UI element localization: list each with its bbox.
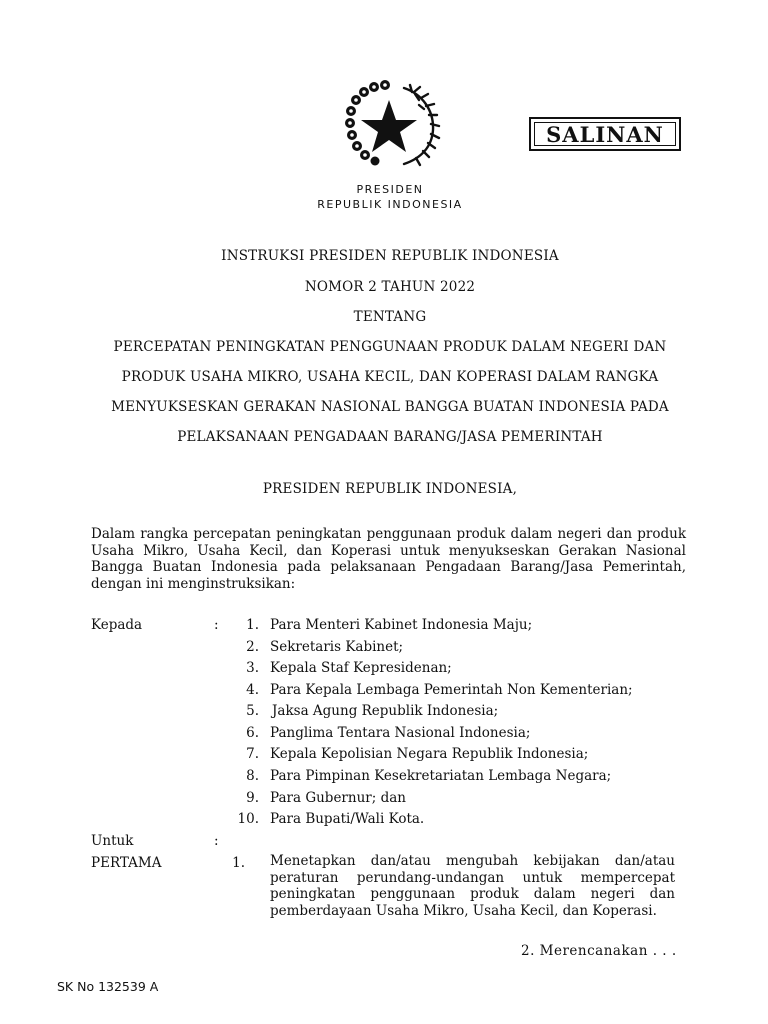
kepada-item-number: 4. xyxy=(246,682,259,698)
subject-line-2: PRODUK USAHA MIKRO, USAHA KECIL, DAN KOPERASI DALAM RANGKA xyxy=(121,369,659,385)
kepada-item: Jaksa Agung Republik Indonesia; xyxy=(272,703,499,719)
kepada-item-number: 3. xyxy=(246,660,259,676)
garuda-star-emblem-icon xyxy=(334,78,444,178)
kepada-item-number: 9. xyxy=(246,790,259,806)
subject-line-4: PELAKSANAAN PENGADAAN BARANG/JASA PEMERINTAH xyxy=(177,429,603,445)
office-title-line1: PRESIDEN xyxy=(356,183,424,196)
kepada-item: Para Pimpinan Kesekretariatan Lembaga Negara; xyxy=(270,768,612,784)
subject-line-1: PERCEPATAN PENINGKATAN PENGGUNAAN PRODUK DALAM NEGERI DAN xyxy=(113,339,667,355)
kepada-item: Para Menteri Kabinet Indonesia Maju; xyxy=(270,617,533,633)
kepada-item-number: 10. xyxy=(237,811,259,827)
kepada-item: Sekretaris Kabinet; xyxy=(270,639,404,655)
preamble-paragraph: Dalam rangka percepatan peningkatan penggunaan produk dalam negeri dan produk Usaha Mikro, Usaha Kecil, dan Koperasi untuk menyukseskan Gerakan Nasional Bangga Buatan Indonesia pada pelaksanaan Pengadaan Barang/Jasa Pemerintah, dengan ini menginstruksikan: xyxy=(91,526,686,592)
document-type: INSTRUKSI PRESIDEN REPUBLIK INDONESIA xyxy=(221,248,559,264)
kepada-colon: : xyxy=(214,617,219,633)
kepada-item: Para Kepala Lembaga Pemerintah Non Kementerian; xyxy=(270,682,633,698)
untuk-colon: : xyxy=(214,833,219,849)
salinan-stamp xyxy=(529,117,681,151)
subject-line-3: MENYUKSESKAN GERAKAN NASIONAL BANGGA BUATAN INDONESIA PADA xyxy=(111,399,669,415)
office-title-line2: REPUBLIK INDONESIA xyxy=(317,198,463,211)
tentang-heading: TENTANG xyxy=(353,309,427,325)
kepada-item-number: 7. xyxy=(246,746,259,762)
document-number: NOMOR 2 TAHUN 2022 xyxy=(304,279,476,295)
kepada-item: Kepala Kepolisian Negara Republik Indonesia; xyxy=(270,746,589,762)
kepada-item-number: 6. xyxy=(246,725,259,741)
kepada-item-number: 1. xyxy=(246,617,259,633)
pertama-number: 1. xyxy=(232,855,245,871)
pertama-paragraph: Menetapkan dan/atau mengubah kebijakan dan/atau peraturan perundang-undangan untuk mempercepat peningkatan penggunaan produk dalam negeri dan pemberdayaan Usaha Mikro, Usaha Kecil, dan Koperasi. xyxy=(270,853,675,919)
kepada-item-number: 5. xyxy=(246,703,259,719)
untuk-label: Untuk xyxy=(91,833,134,849)
kepada-label: Kepada xyxy=(91,617,143,633)
kepada-item: Panglima Tentara Nasional Indonesia; xyxy=(270,725,531,741)
kepada-item: Para Bupati/Wali Kota. xyxy=(270,811,425,827)
kepada-item: Para Gubernur; dan xyxy=(270,790,406,806)
sk-number: SK No 132539 A xyxy=(57,979,159,994)
salinan-label: SALINAN xyxy=(546,121,664,147)
pertama-label: PERTAMA xyxy=(91,855,162,871)
kepada-item: Kepala Staf Kepresidenan; xyxy=(270,660,452,676)
next-page-catchword: 2. Merencanakan . . . xyxy=(521,943,677,959)
kepada-item-number: 8. xyxy=(246,768,259,784)
kepada-item-number: 2. xyxy=(246,639,259,655)
issuer-line: PRESIDEN REPUBLIK INDONESIA, xyxy=(262,481,518,497)
